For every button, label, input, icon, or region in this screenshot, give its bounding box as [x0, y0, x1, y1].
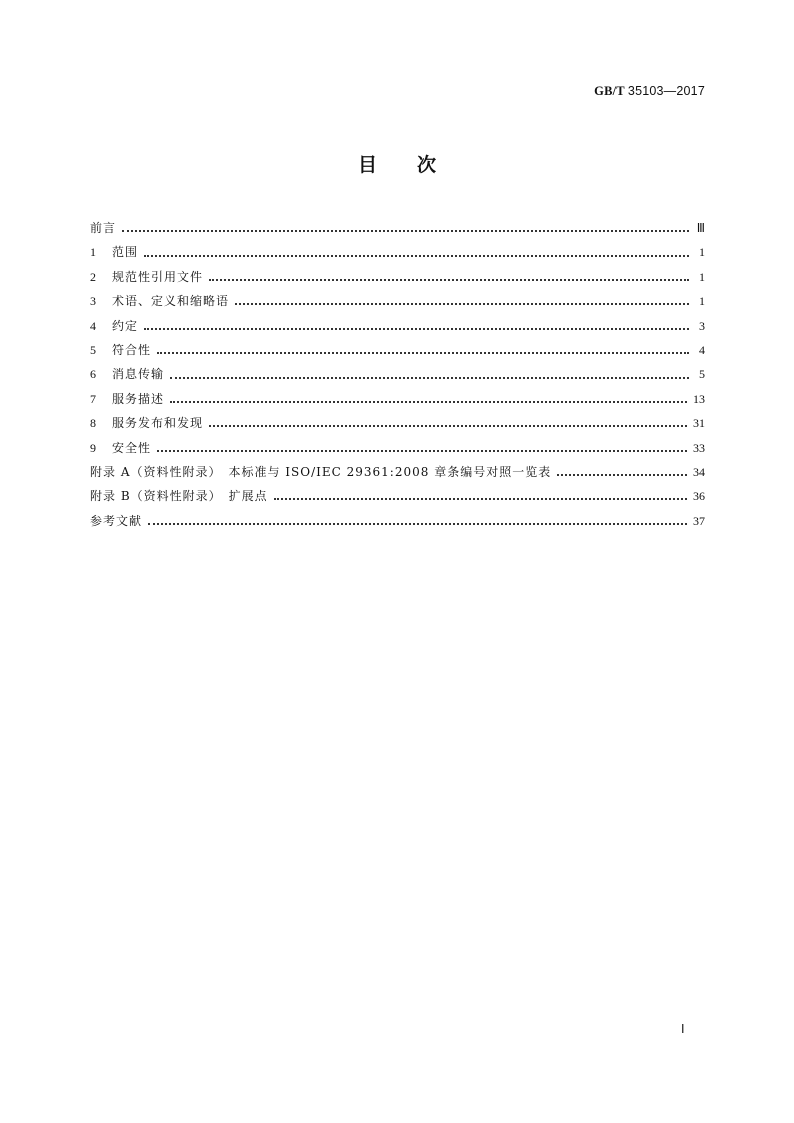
toc-page: 34	[693, 464, 705, 479]
toc-label: 服务描述	[112, 391, 165, 406]
toc-label: 术语、定义和缩略语	[112, 294, 230, 309]
toc-number: 4	[90, 318, 96, 333]
toc-page: 37	[693, 513, 705, 528]
toc-page: 3	[699, 318, 705, 333]
toc-page: 1	[699, 245, 705, 260]
toc-label: 安全性	[112, 440, 152, 455]
toc-label: 约定	[112, 318, 139, 333]
toc-label: 消息传输	[112, 367, 165, 382]
leader-dots	[170, 393, 687, 405]
toc-entry-7[interactable]	[90, 387, 705, 411]
toc-entry-3[interactable]	[90, 289, 705, 313]
leader-dots	[274, 490, 687, 502]
leader-dots	[235, 295, 689, 307]
toc-number: 6	[90, 367, 96, 382]
standard-code	[594, 84, 705, 99]
leader-dots	[157, 344, 689, 356]
toc-number: 3	[90, 294, 96, 309]
leader-dots	[170, 369, 689, 381]
toc-label: 附录 A（资料性附录） 本标准与 ISO/IEC 29361:2008 章条编号对照一览表	[90, 464, 552, 479]
page-title: 目次	[357, 154, 476, 176]
toc-label: 前言	[90, 221, 117, 235]
toc-number: 8	[90, 416, 96, 431]
page-number: Ⅰ	[681, 1022, 685, 1036]
leader-dots	[144, 320, 689, 332]
toc-page: Ⅲ	[696, 221, 705, 235]
toc-label: 规范性引用文件	[112, 269, 204, 284]
toc-page: 1	[699, 269, 705, 284]
standard-prefix: GB/T	[594, 84, 625, 98]
toc-entry-bibliography[interactable]	[90, 509, 705, 533]
toc-entry-9[interactable]	[90, 436, 705, 460]
leader-dots	[157, 442, 687, 454]
toc-entry-8[interactable]	[90, 411, 705, 435]
toc-label: 服务发布和发现	[112, 416, 204, 431]
toc-page: 33	[693, 440, 705, 455]
leader-dots	[144, 247, 689, 259]
table-of-contents	[90, 216, 705, 533]
toc-page: 4	[699, 342, 705, 357]
leader-dots	[557, 466, 687, 478]
toc-page: 5	[699, 367, 705, 382]
toc-entry-5[interactable]	[90, 338, 705, 362]
toc-label: 附录 B（资料性附录） 扩展点	[90, 489, 268, 504]
toc-number: 5	[90, 342, 96, 357]
toc-entry-annex-a[interactable]	[90, 460, 705, 484]
toc-page: 1	[699, 294, 705, 309]
toc-entry-2[interactable]	[90, 265, 705, 289]
toc-entry-4[interactable]	[90, 314, 705, 338]
toc-page: 13	[693, 391, 705, 406]
toc-number: 1	[90, 245, 96, 260]
toc-entry-6[interactable]	[90, 362, 705, 386]
toc-entry-annex-b[interactable]	[90, 484, 705, 508]
toc-page: 36	[693, 489, 705, 504]
leader-dots	[209, 271, 689, 283]
toc-number: 7	[90, 391, 96, 406]
leader-dots	[209, 417, 687, 429]
toc-label: 参考文献	[90, 513, 143, 528]
toc-entry-foreword[interactable]	[90, 216, 705, 240]
toc-number: 9	[90, 440, 96, 455]
leader-dots	[148, 515, 687, 527]
toc-entry-1[interactable]	[90, 240, 705, 264]
standard-number: 35103—2017	[627, 84, 705, 98]
toc-page: 31	[693, 416, 705, 431]
toc-number: 2	[90, 269, 96, 284]
toc-label: 符合性	[112, 342, 152, 357]
toc-label: 范围	[112, 245, 139, 260]
leader-dots	[122, 222, 689, 234]
